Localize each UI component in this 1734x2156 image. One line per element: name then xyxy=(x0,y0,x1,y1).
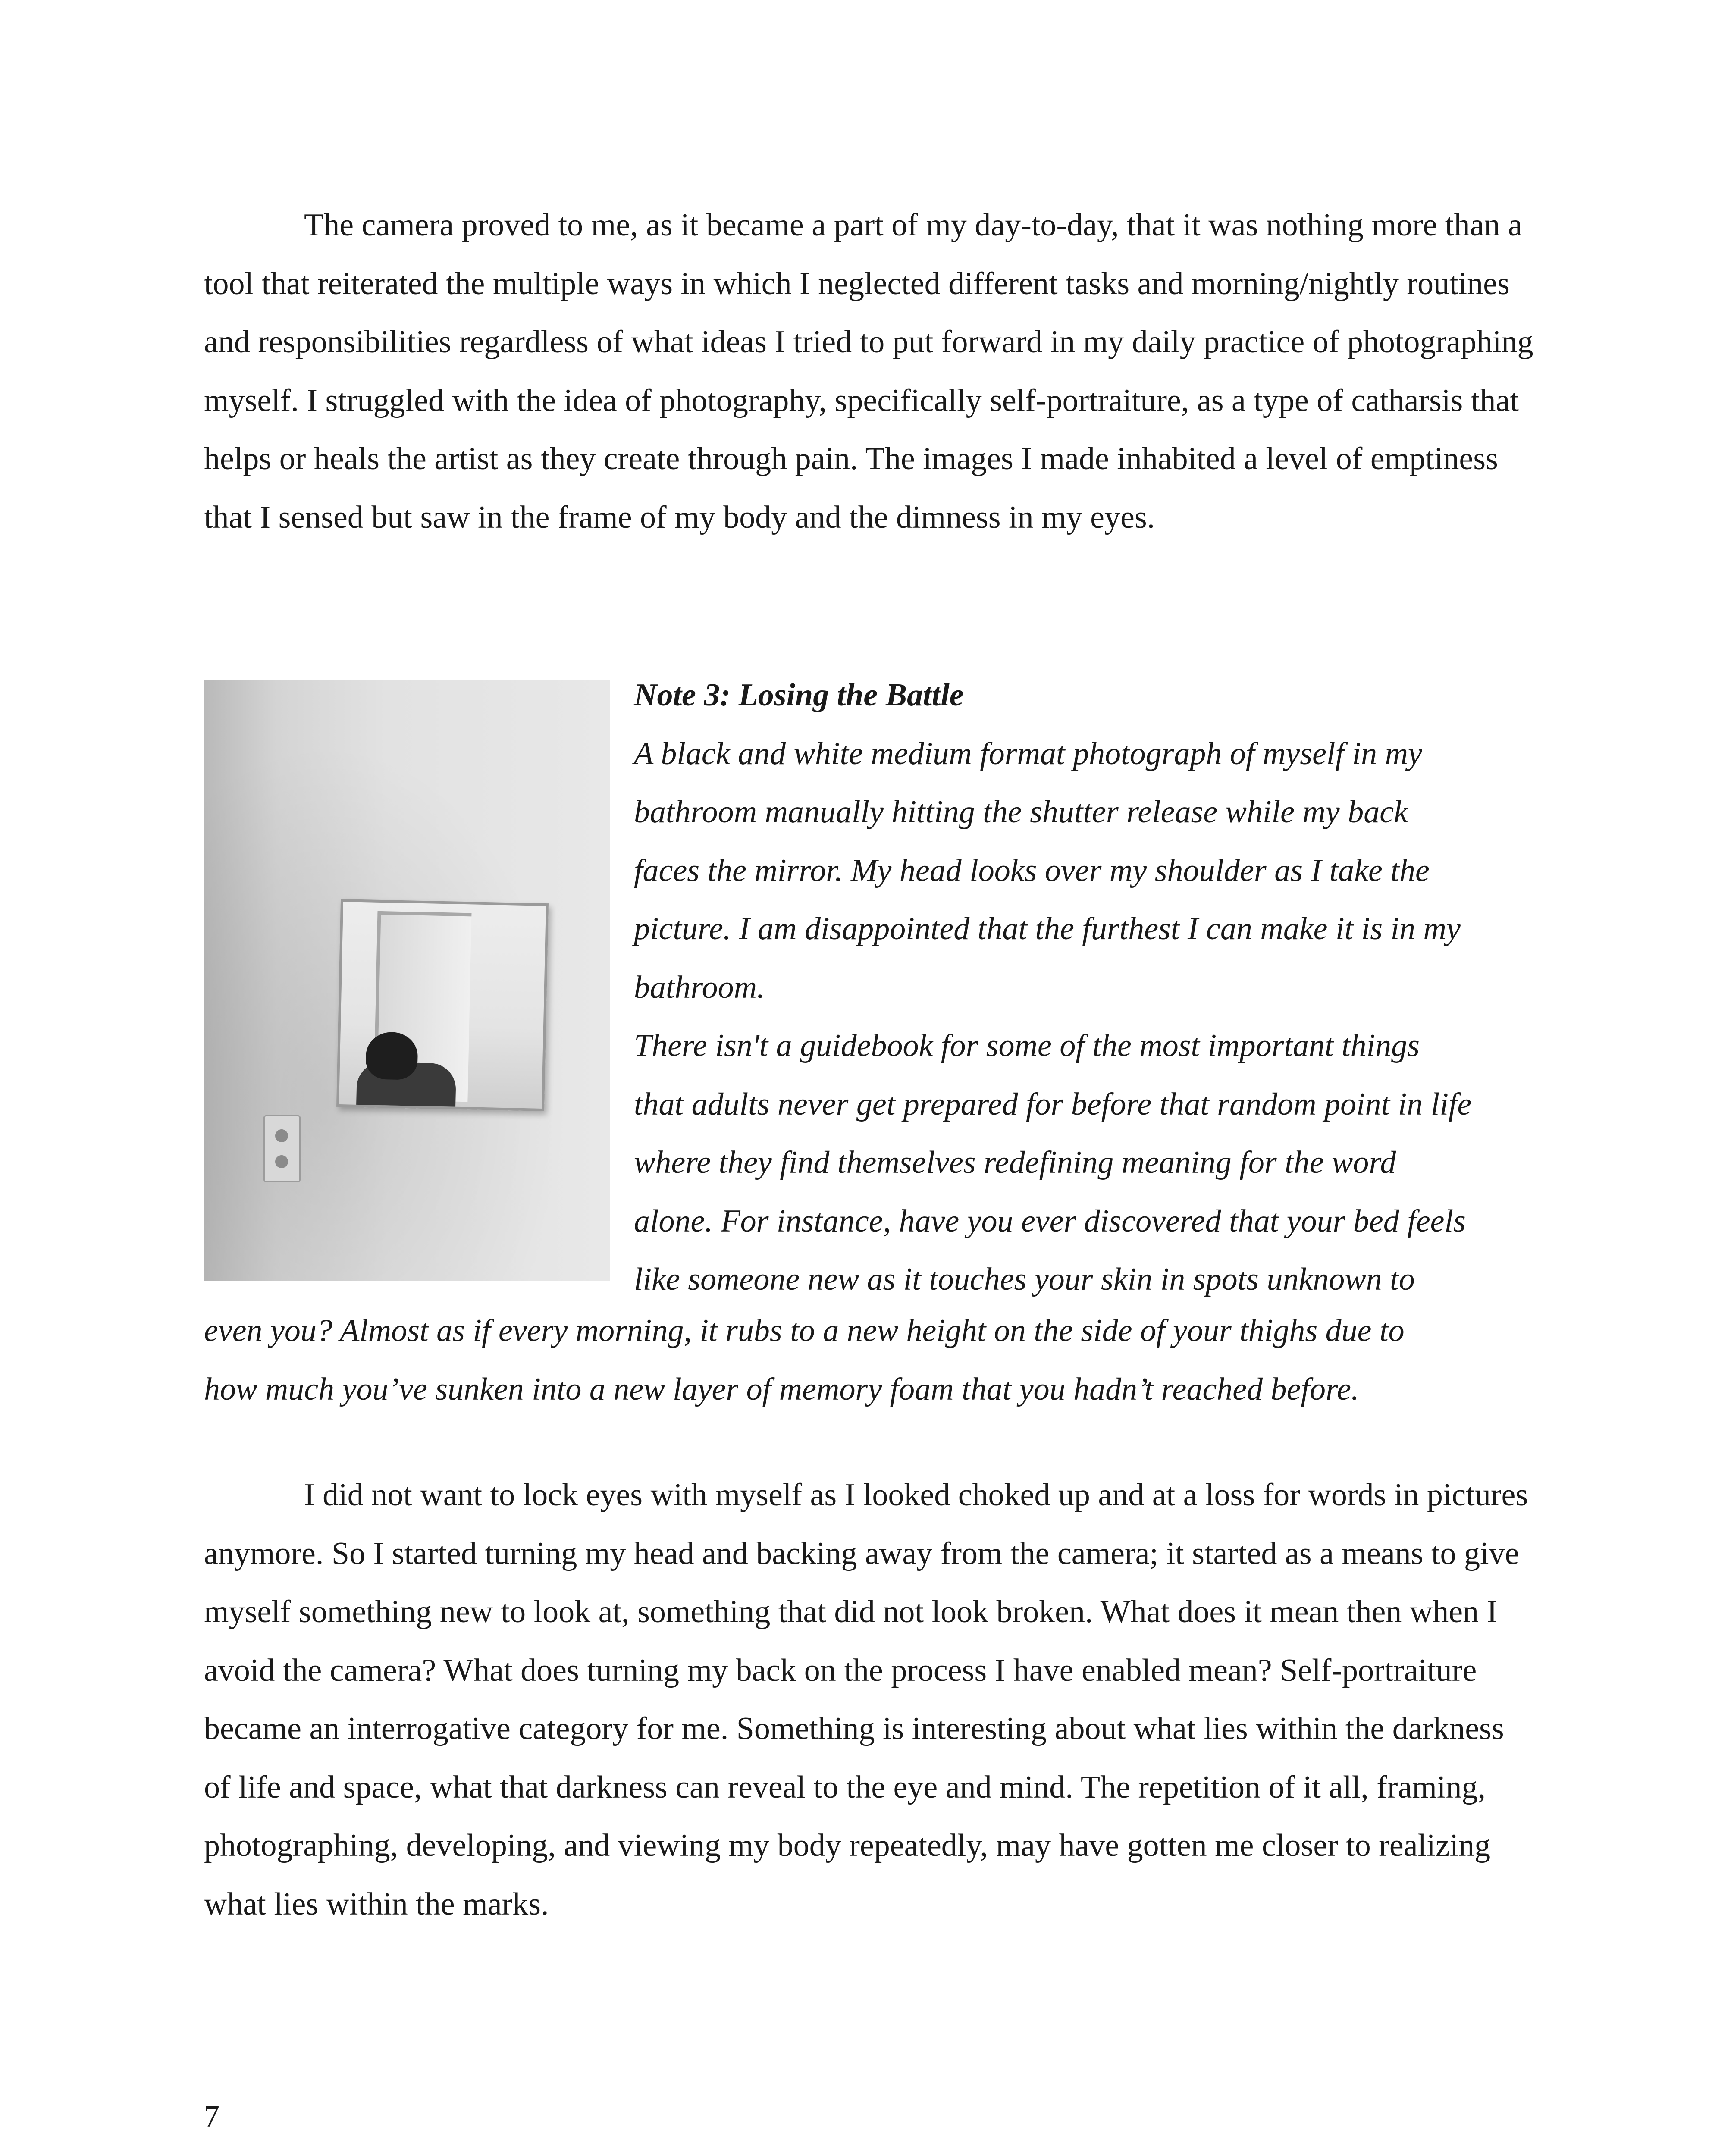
outlet-socket-top xyxy=(275,1129,288,1142)
photo-caption xyxy=(634,666,1540,1309)
bathroom-mirror-photograph xyxy=(204,680,610,1281)
caption-line: faces the mirror. My head looks over my shoulder as I take the xyxy=(634,852,1430,888)
photo-caption-continued xyxy=(204,1302,1541,1419)
caption-line: that adults never get prepared for before that random point in life xyxy=(634,1086,1472,1122)
caption-line: like someone new as it touches your skin in spots unknown to xyxy=(634,1262,1415,1297)
electrical-outlet xyxy=(263,1115,301,1182)
outlet-socket-bottom xyxy=(275,1155,288,1168)
body-paragraph-2: I did not want to lock eyes with myself as I looked choked up and at a loss for words in pictures anymore. So I started turning my head and backing away from the camera; it started as a means to give myself something new to look at, something that did not look broken. What does it mean then when I avoid the camera? What does turning my back on the process I have enabled mean? Self-portraiture became an interrogative category for me. Something is interesting about what lies within the darkness of life and space, what that darkness can reveal to the eye and mind. The repetition of it all, framing, photographing, developing, and viewing my body repeatedly, may have gotten me closer to realizing what lies within the marks. xyxy=(204,1477,1528,1922)
caption-line: bathroom. xyxy=(634,969,765,1005)
caption-line: A black and white medium format photograph of myself in my xyxy=(634,736,1422,771)
caption-line: even you? Almost as if every morning, it rubs to a new height on the side of your thighs due to xyxy=(204,1313,1405,1348)
caption-line: bathroom manually hitting the shutter release while my back xyxy=(634,794,1408,830)
body-paragraph-1: The camera proved to me, as it became a part of my day-to-day, that it was nothing more than a tool that reiterated the multiple ways in which I neglected different tasks and morning/nightly routines and responsibilities regardless of what ideas I tried to put forward in my daily practice of photographing myself. I struggled with the idea of photography, specifically self-portraiture, as a type of catharsis that helps or heals the artist as they create through pain. The images I made inhabited a level of emptiness that I sensed but saw in the frame of my body and the dimness in my eyes. xyxy=(204,207,1533,535)
caption-title: Note 3: Losing the Battle xyxy=(634,677,964,713)
page-number: 7 xyxy=(204,2099,219,2134)
caption-line: how much you’ve sunken into a new layer of memory foam that you hadn’t reached before. xyxy=(204,1371,1359,1407)
caption-line: There isn't a guidebook for some of the most important things xyxy=(634,1028,1420,1063)
caption-line: alone. For instance, have you ever discovered that your bed feels xyxy=(634,1203,1466,1239)
mirror xyxy=(336,899,549,1111)
reflected-head xyxy=(365,1031,418,1080)
caption-line: where they find themselves redefining meaning for the word xyxy=(634,1145,1396,1180)
caption-line: picture. I am disappointed that the furthest I can make it is in my xyxy=(634,911,1461,946)
